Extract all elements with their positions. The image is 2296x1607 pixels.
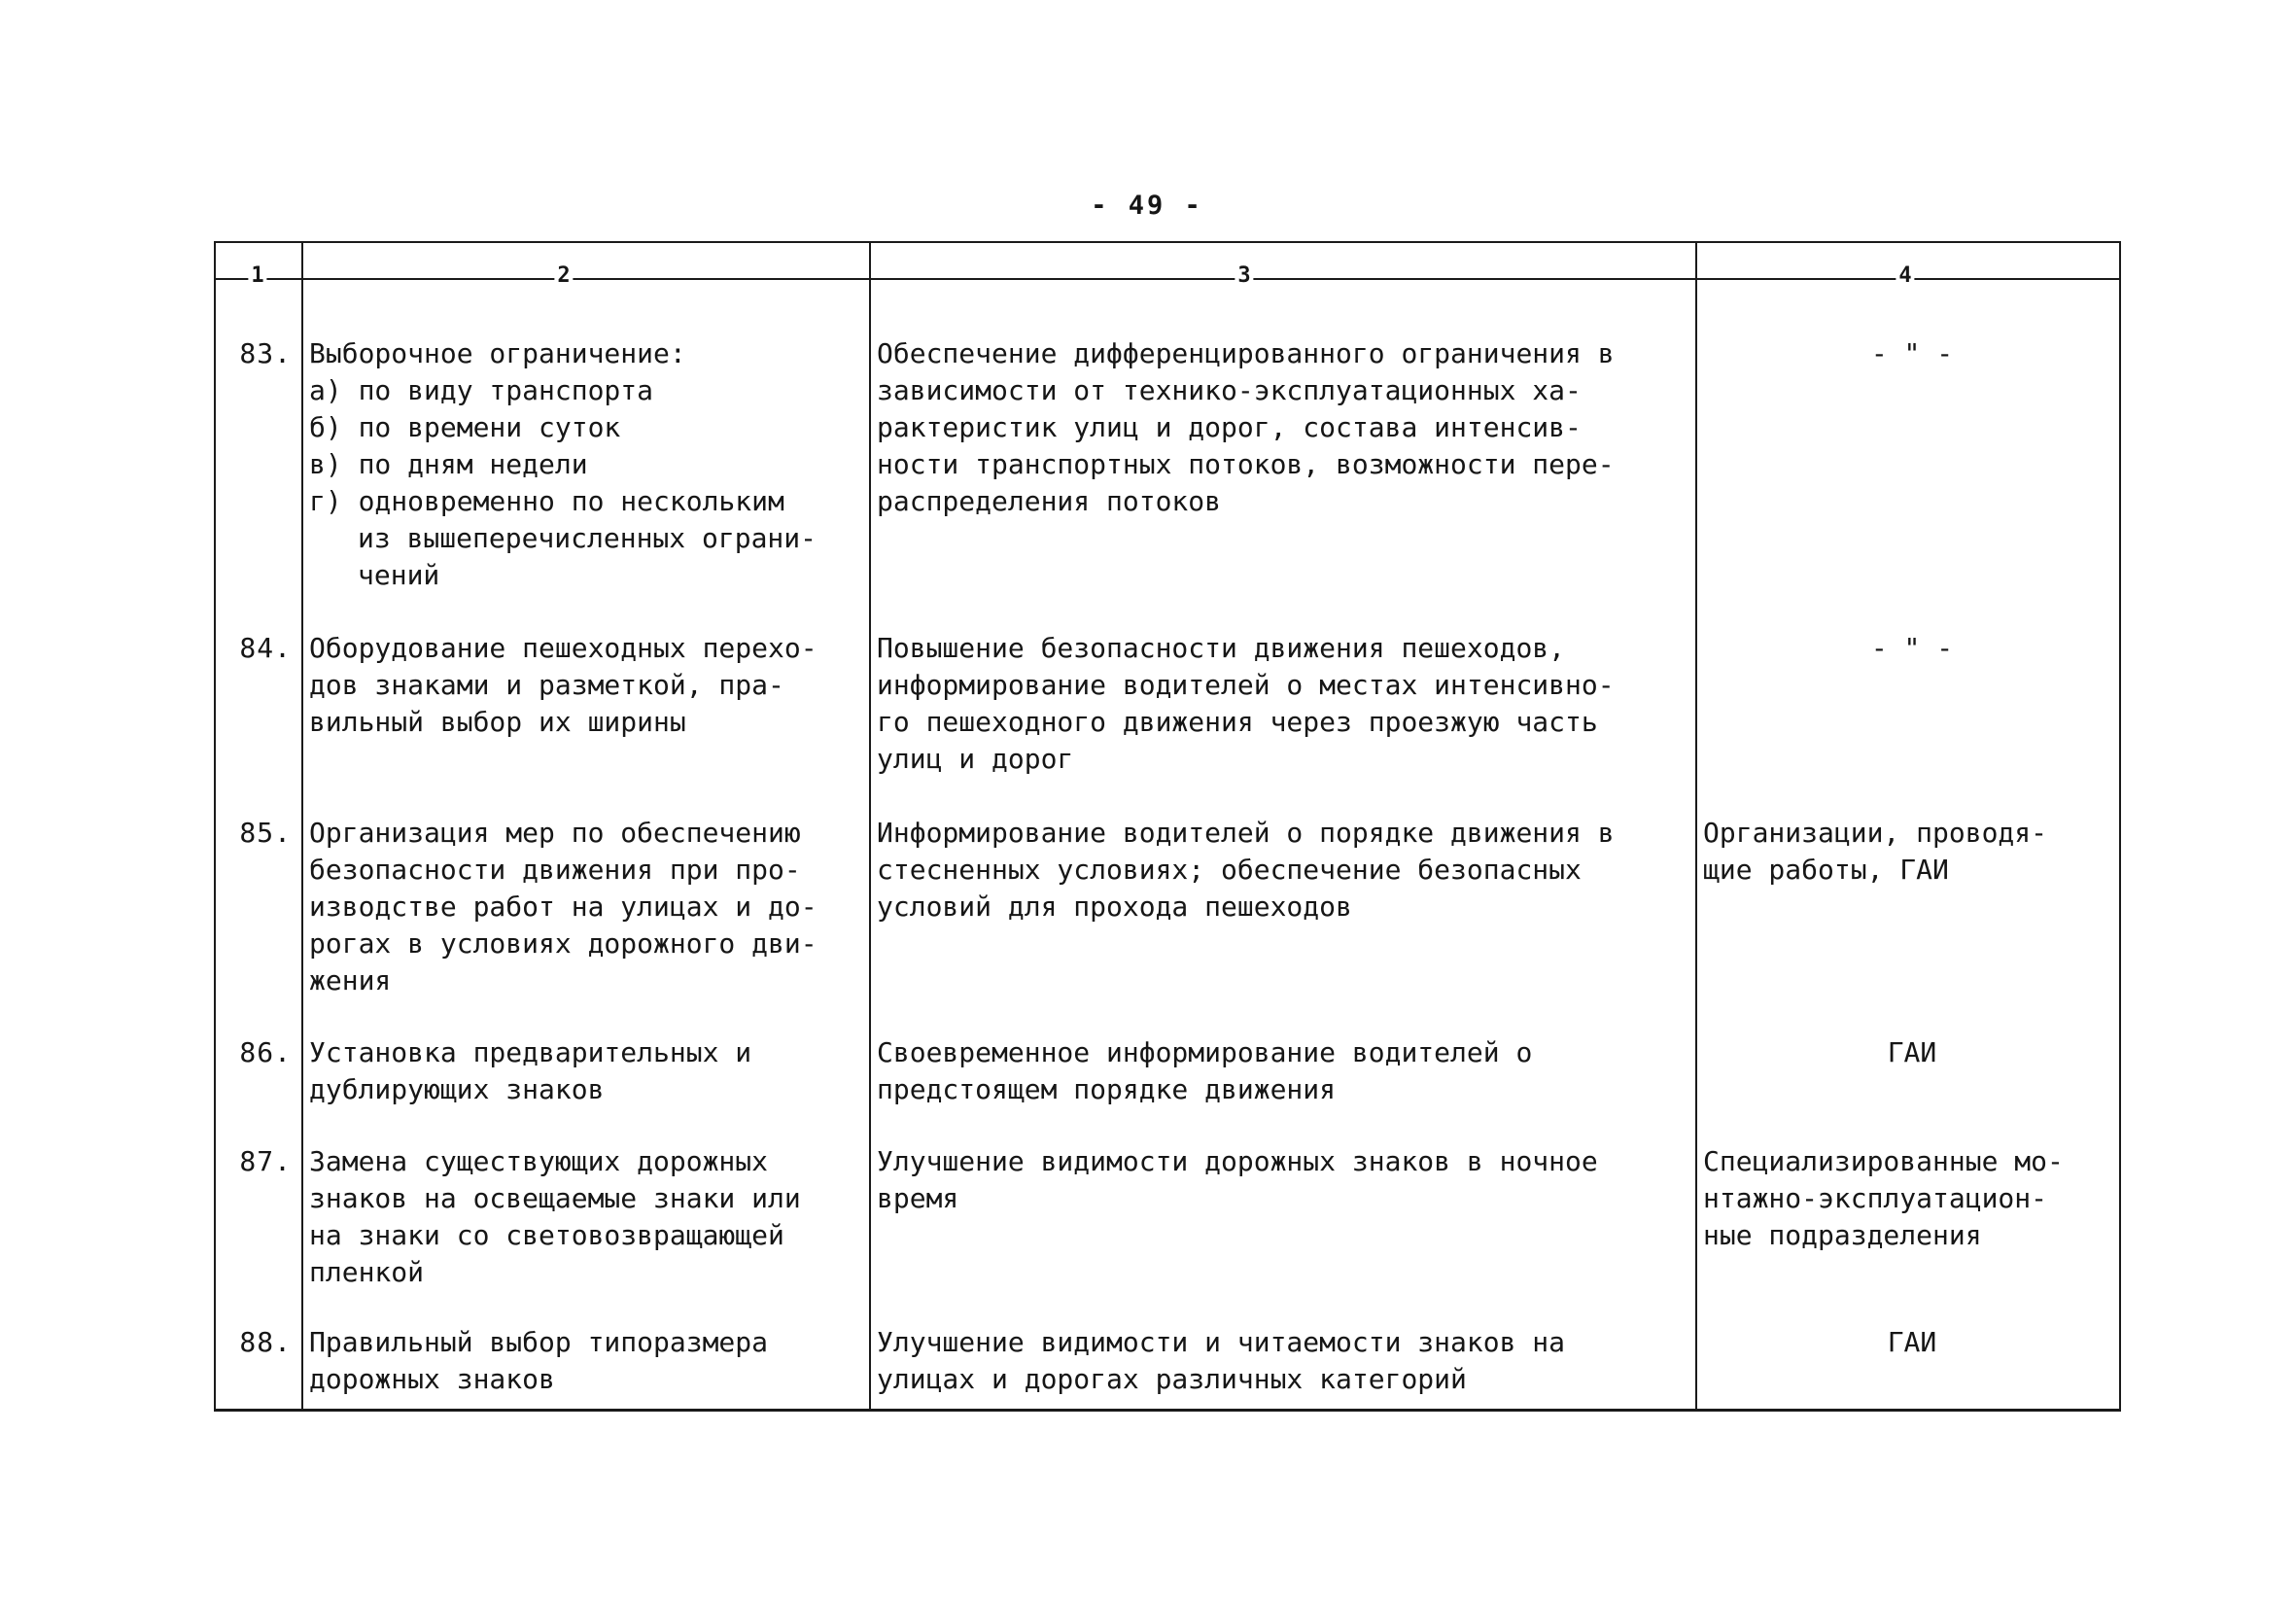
cell-line: Улучшение видимости дорожных знаков в ночное — [877, 1145, 1598, 1177]
cell-line: изводстве работ на улицах и до- — [309, 891, 818, 923]
cell-line: ГАИ — [1887, 1036, 1937, 1068]
cell-line: на знаки со световозвращающей — [309, 1219, 784, 1251]
purpose-cell — [877, 1143, 1598, 1217]
cell-line: Замена существующих дорожных — [309, 1145, 769, 1177]
cell-line: Повышение безопасности движения пешеходов, — [877, 632, 1566, 664]
cell-line: стесненных условиях; обеспечение безопасных — [877, 854, 1582, 886]
cell-line: Улучшение видимости и читаемости знаков на — [877, 1326, 1566, 1358]
executor-cell — [1703, 1324, 2121, 1361]
purpose-cell — [877, 1324, 1565, 1398]
cell-line: предстоящем порядке движения — [877, 1073, 1337, 1105]
measure-cell — [309, 1143, 801, 1291]
cell-line: дорожных знаков — [309, 1363, 555, 1395]
cell-line: Организации, проводя- — [1703, 817, 2048, 849]
cell-line: зависимости от технико-эксплуатационных ха- — [877, 374, 1582, 406]
row-number: 87. — [239, 1145, 292, 1177]
purpose-cell — [877, 1034, 1532, 1108]
cell-line: дов знаками и разметкой, пра- — [309, 669, 784, 701]
executor-cell — [1703, 1143, 2064, 1254]
cell-line: Организация мер по обеспечению — [309, 817, 801, 849]
cell-line: ГАИ — [1887, 1326, 1937, 1358]
cell-line: знаков на освещаемые знаки или — [309, 1182, 801, 1214]
row-number: 86. — [239, 1036, 292, 1068]
row-number: 85. — [239, 817, 292, 849]
executor-cell — [1703, 1034, 2121, 1071]
cell-line: Выборочное ограничение: — [309, 337, 686, 369]
cell-line: в) по дням недели — [309, 448, 588, 480]
cell-line: распределения потоков — [877, 485, 1222, 517]
cell-line: время — [877, 1182, 959, 1214]
cell-line: пленкой — [309, 1256, 425, 1288]
cell-line: дублирующих знаков — [309, 1073, 605, 1105]
column-divider — [301, 241, 303, 1412]
executor-cell — [1703, 335, 2121, 372]
purpose-cell — [877, 335, 1615, 520]
cell-line: вильный выбор их ширины — [309, 706, 686, 738]
cell-line: улицах и дорогах различных категорий — [877, 1363, 1467, 1395]
cell-line: - " - — [1870, 632, 1954, 664]
measure-cell — [309, 335, 817, 594]
page-number: - 49 - — [1091, 191, 1203, 221]
cell-line: Установка предварительных и — [309, 1036, 752, 1068]
cell-line: Специализированные мо- — [1703, 1145, 2064, 1177]
executor-cell — [1703, 815, 2047, 889]
column-header-3: 3 — [1235, 263, 1253, 289]
column-divider — [1695, 241, 1697, 1412]
column-header-4: 4 — [1896, 263, 1914, 289]
cell-line: го пешеходного движения через проезжую часть — [877, 706, 1598, 738]
measure-cell — [309, 630, 818, 741]
measure-cell — [309, 815, 818, 999]
cell-line: Обеспечение дифференцированного ограничения в — [877, 337, 1615, 369]
cell-line: ности транспортных потоков, возможности пере- — [877, 448, 1615, 480]
cell-line: ные подразделения — [1703, 1219, 1982, 1251]
cell-line: улиц и дорог — [877, 743, 1074, 775]
cell-line: а) по виду транспорта — [309, 374, 654, 406]
cell-line: жения — [309, 964, 392, 996]
cell-line: рогах в условиях дорожного дви- — [309, 927, 818, 960]
cell-line: информирование водителей о местах интенсивно- — [877, 669, 1615, 701]
cell-line: Своевременное информирование водителей о — [877, 1036, 1533, 1068]
row-number: 88. — [239, 1326, 292, 1358]
cell-line: условий для прохода пешеходов — [877, 891, 1352, 923]
header-rule — [214, 278, 2121, 280]
purpose-cell — [877, 630, 1615, 778]
purpose-cell — [877, 815, 1615, 926]
measure-cell — [309, 1034, 751, 1108]
column-header-2: 2 — [554, 263, 573, 289]
cell-line: Оборудование пешеходных перехо- — [309, 632, 818, 664]
cell-line: чений — [358, 559, 440, 591]
cell-line: рактеристик улиц и дорог, состава интенсив- — [877, 411, 1582, 443]
measure-cell — [309, 1324, 768, 1398]
row-number: 83. — [239, 337, 292, 369]
cell-line: нтажно-эксплуатацион- — [1703, 1182, 2048, 1214]
cell-line: щие работы, ГАИ — [1703, 854, 1949, 886]
cell-line: Информирование водителей о порядке движения в — [877, 817, 1615, 849]
cell-line: б) по времени суток — [309, 411, 621, 443]
executor-cell — [1703, 630, 2121, 667]
cell-line: - " - — [1870, 337, 1954, 369]
cell-line: из вышеперечисленных ограни- — [358, 522, 818, 554]
column-header-1: 1 — [248, 263, 266, 289]
cell-line: г) одновременно по нескольким — [309, 485, 784, 517]
column-divider — [869, 241, 871, 1412]
cell-line: Правильный выбор типоразмера — [309, 1326, 769, 1358]
row-number: 84. — [239, 632, 292, 664]
cell-line: безопасности движения при про- — [309, 854, 801, 886]
